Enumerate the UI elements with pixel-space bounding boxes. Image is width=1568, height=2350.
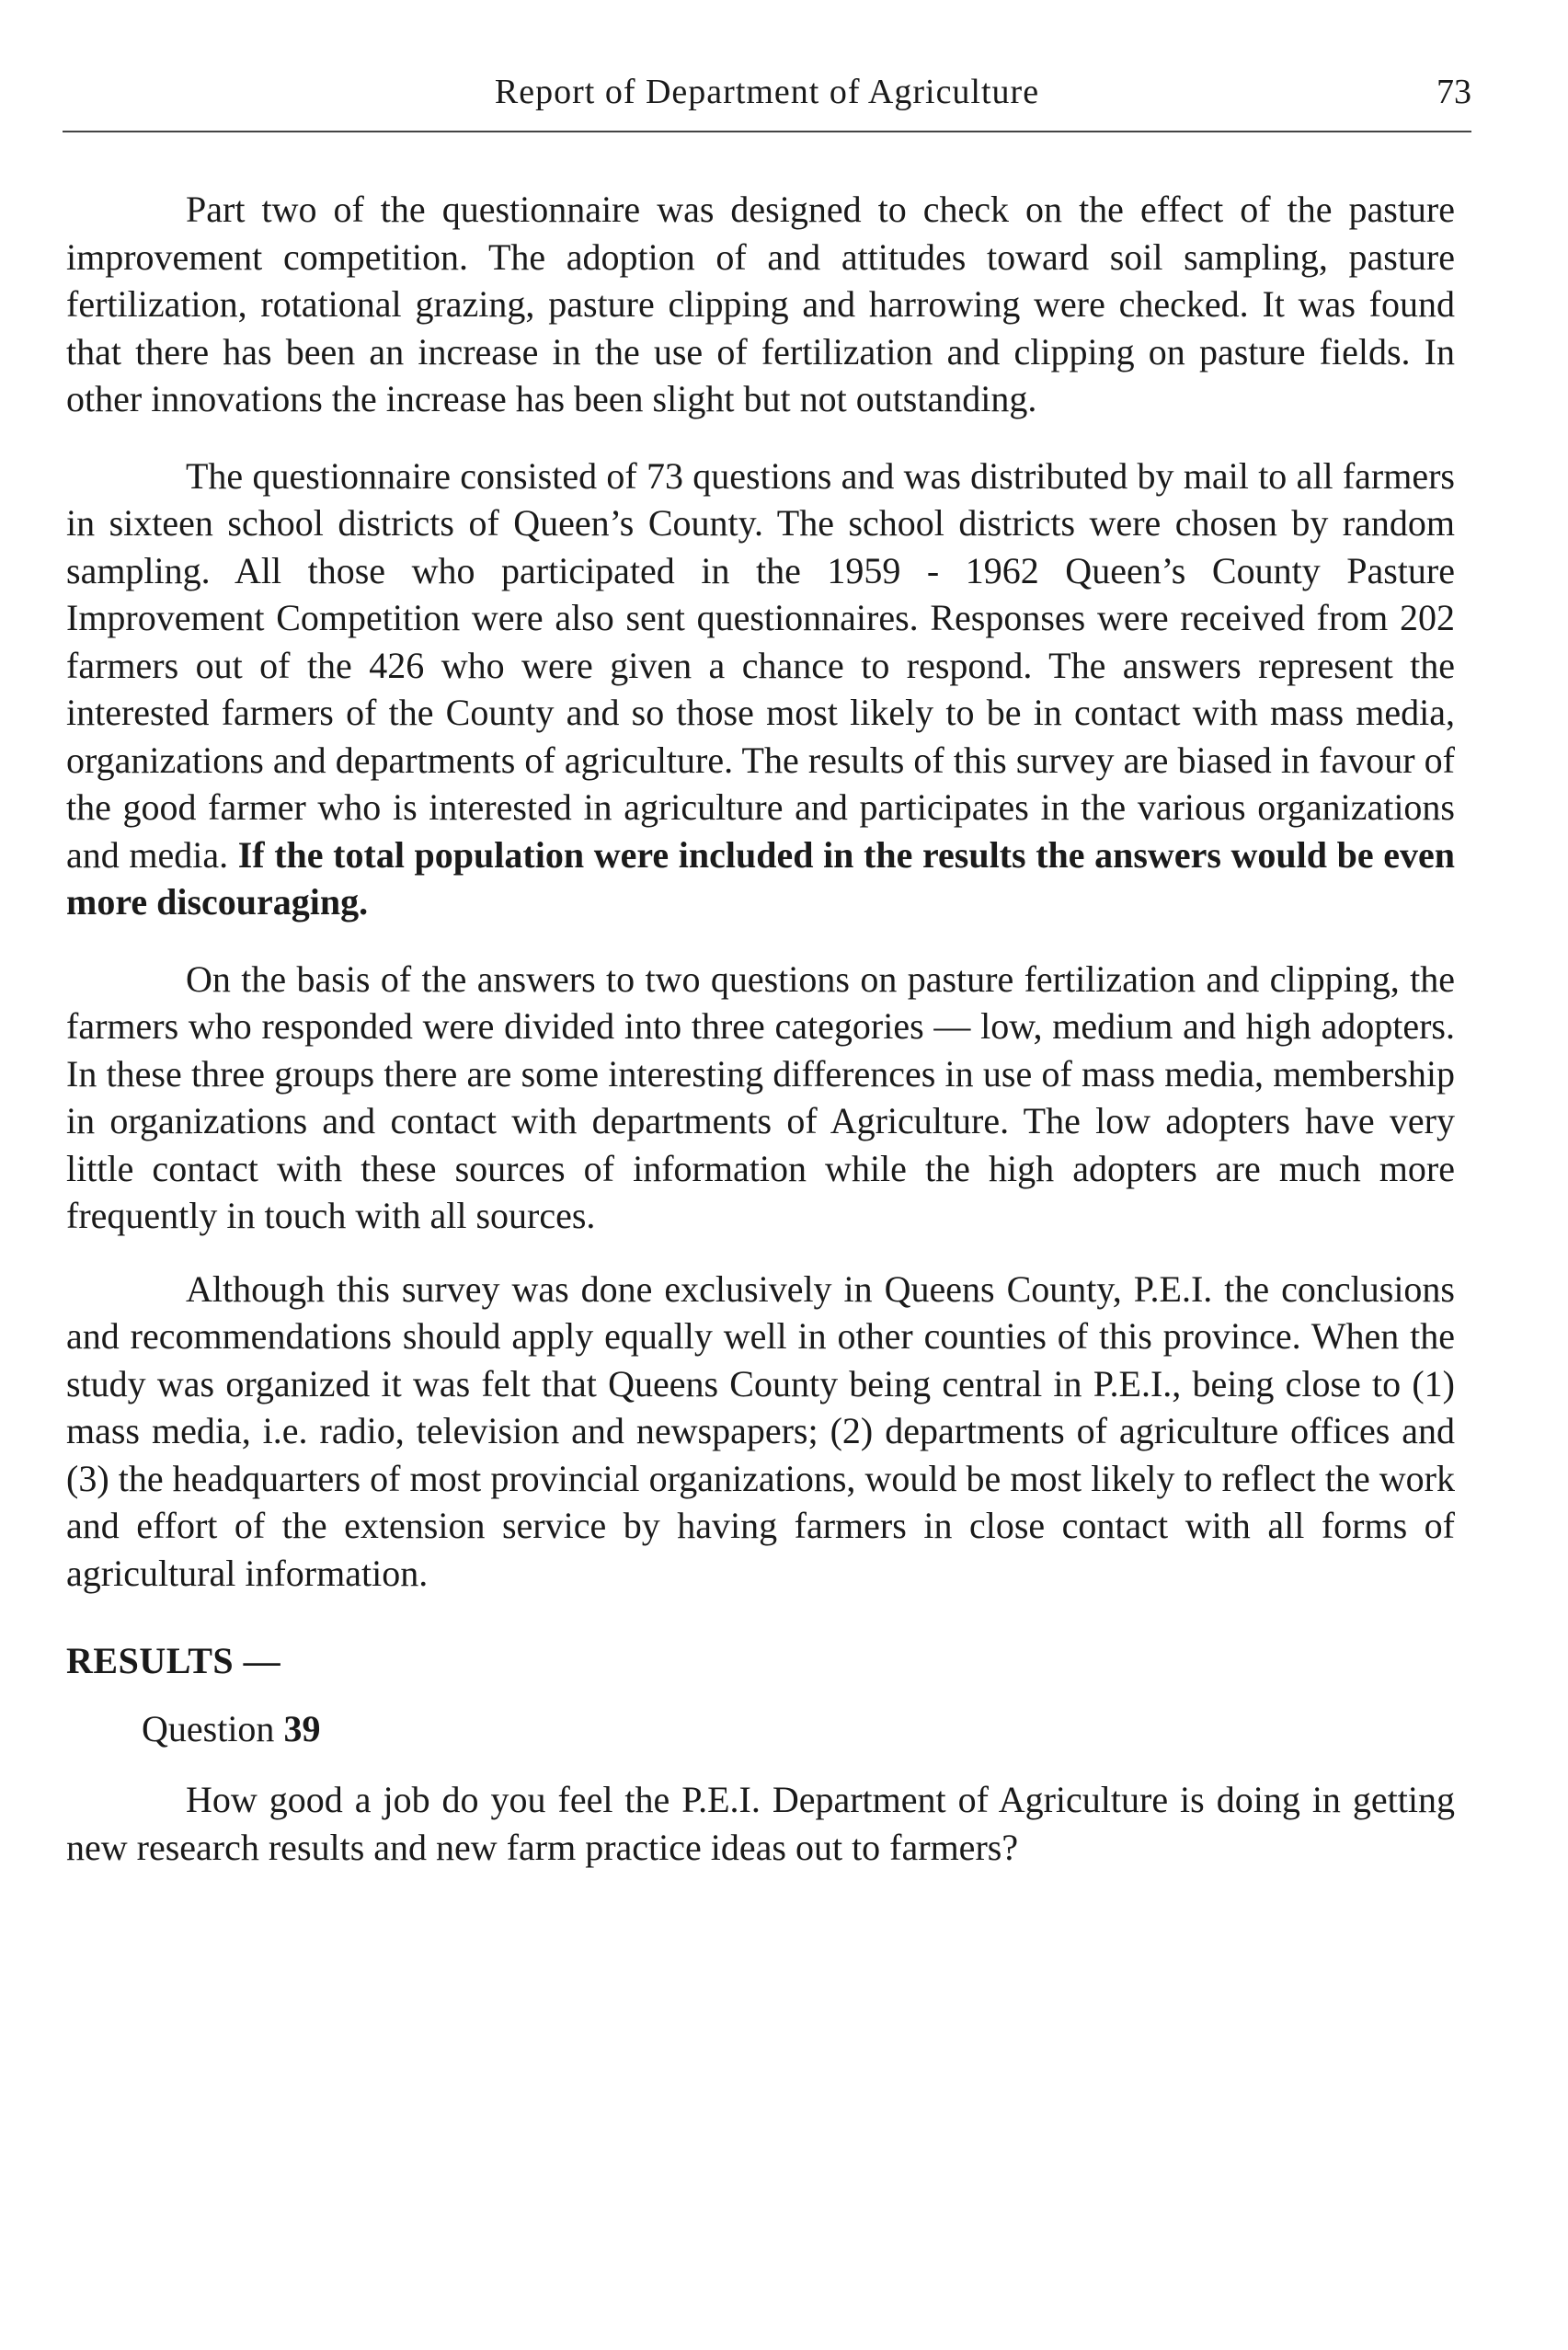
question-label [142,1705,1455,1753]
paragraph-pasture-competition: Part two of the questionnaire was designed to check on the effect of the pasture improvement competition. The adoption of and attitudes toward soil sampling, pasture fertilization, rotational grazing, pasture clipping and harrowing were checked. It was found that there has been an increase in the use of fertilization and clipping on pasture fields. In other innovations the increase has been slight but not outstanding. [66,189,1455,419]
body-text [66,186,1455,1871]
paragraph-questionnaire [66,453,1455,926]
running-title: Report of Department of Agriculture [494,73,1040,111]
running-header [63,64,1471,132]
paragraph-questionnaire-text: The questionnaire consisted of 73 questions and was distributed by mail to all farmers in sixteen school districts of Queen’s County. The school districts were chosen by random sampling. All those who participated in the 1959 - 1962 Queen’s County Pasture Improvement Competition were also sent questionnaires. Responses were received from 202 farmers out of the 426 who were given a chance to respond. The answers represent the interested farmers of the County and so those most likely to be in contact with mass media, organizations and departments of agriculture. The results of this survey are biased in favour of the good farmer who is interested in agriculture and participates in the various organizations and media. [66,454,1455,876]
paragraph-adopter-categories: On the basis of the answers to two questions on pasture fertilization and clipping, the farmers who responded were divided into three categories — low, medium and high adopters. In these three groups there are some interesting differences in use of mass media, membership in organizations and contact with departments of Agriculture. The low adopters have very little contact with these sources of information while the high adopters are much more frequently in touch with all sources. [66,957,1455,1236]
paragraph-queens-county: Although this survey was done exclusively in Queens County, P.E.I. the conclusions and recommendations should apply equally well in other counties of this province. When the study was organized it was felt that Queens County being central in P.E.I., being close to (1) mass media, i.e. radio, television and newspapers; (2) departments of agriculture offices and (3) the headquarters of most provincial organizations, would be most likely to reflect the work and effort of the extension service by having farmers in close contact with all forms of agricultural information. [66,1267,1455,1594]
question-word: Question [142,1707,275,1749]
emphasis-text: If the total population were included in the results the answers would be even more discouraging. [66,833,1455,923]
question-number: 39 [283,1707,321,1749]
page-number: 73 [1436,73,1471,111]
document-page [66,64,1471,1900]
question-text: How good a job do you feel the P.E.I. Department of Agriculture is doing in getting new research results and new farm practice ideas out to farmers? [66,1779,1455,1868]
results-heading: RESULTS — [66,1640,281,1681]
